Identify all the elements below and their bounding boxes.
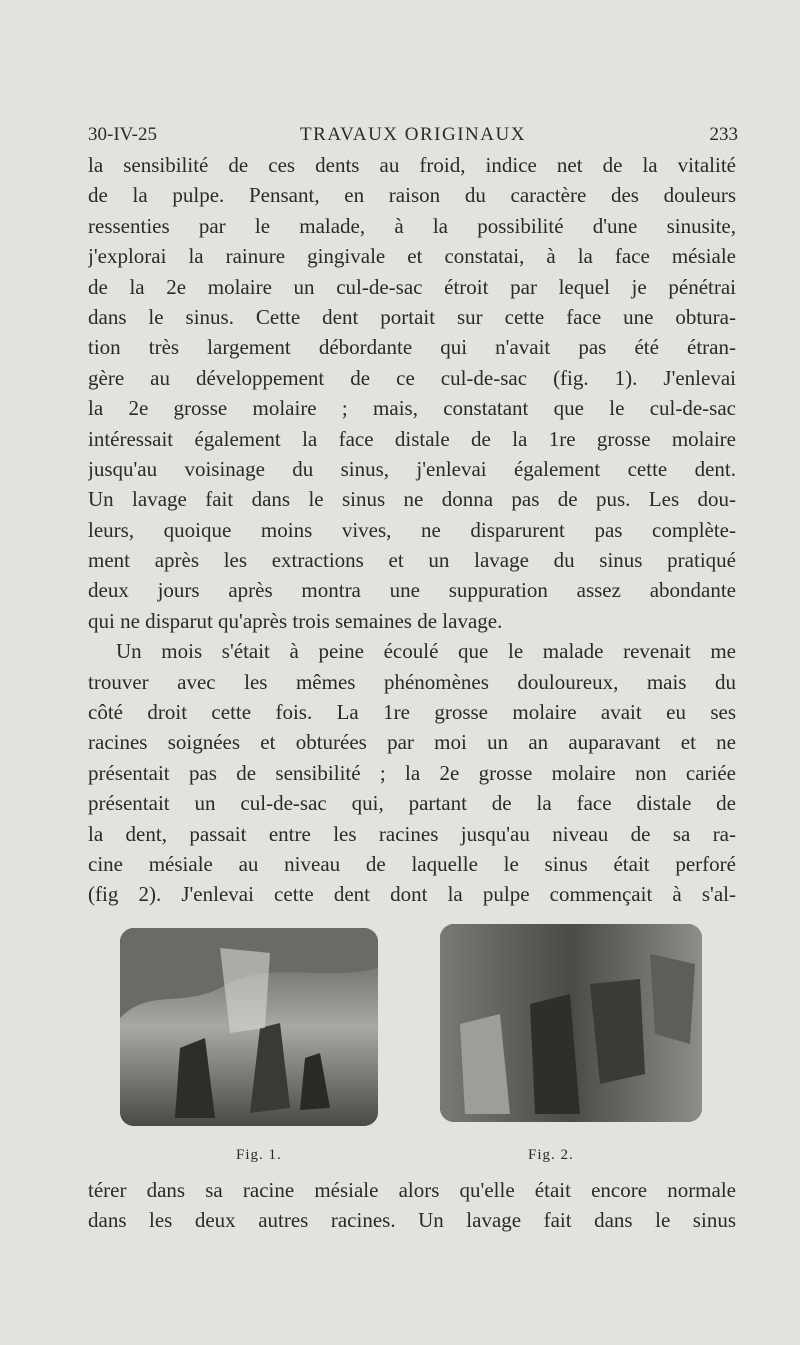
radiograph-1-image: [120, 928, 378, 1126]
text-line: la 2e grosse molaire ; mais, constatant que le cul-de-sac: [88, 396, 736, 421]
page-header: [88, 124, 738, 150]
text-line: dans le sinus. Cette dent portait sur cette face une obtura-: [88, 304, 736, 329]
text-line: racines soignées et obturées par moi un an auparavant et ne: [88, 730, 736, 755]
radiograph-figure-2: [440, 924, 702, 1122]
text-line: trouver avec les mêmes phénomènes douloureux, mais du: [88, 669, 736, 694]
radiograph-2-image: [440, 924, 702, 1122]
text-line: de la pulpe. Pensant, en raison du caractère des douleurs: [88, 183, 736, 208]
text-line: j'explorai la rainure gingivale et constatai, à la face mésiale: [88, 244, 736, 269]
header-date: 30-IV-25: [88, 124, 157, 145]
body-text: [88, 150, 736, 910]
text-line: térer dans sa racine mésiale alors qu'elle était encore normale: [88, 1178, 736, 1202]
text-line: présentait un cul-de-sac qui, partant de la face distale de: [88, 791, 736, 816]
text-line: tion très largement débordante qui n'avait pas été étran-: [88, 335, 736, 360]
text-line: (fig 2). J'enlevai cette dent dont la pulpe commençait à s'al-: [88, 882, 736, 907]
text-line: Un mois s'était à peine écoulé que le malade revenait me: [116, 639, 736, 664]
text-line: la sensibilité de ces dents au froid, indice net de la vitalité: [88, 153, 736, 177]
text-line: jusqu'au voisinage du sinus, j'enlevai également cette dent.: [88, 456, 736, 481]
text-line: ment après les extractions et un lavage du sinus pratiqué: [88, 548, 736, 573]
figure-1-caption: Fig. 1.: [236, 1147, 282, 1163]
text-line: dans les deux autres racines. Un lavage fait dans le sinus: [88, 1208, 736, 1233]
text-line: gère au développement de ce cul-de-sac (fig. 1). J'enlevai: [88, 365, 736, 390]
header-section-title: TRAVAUX ORIGINAUX: [300, 124, 526, 145]
radiograph-figure-1: [120, 928, 378, 1126]
text-line: ressenties par le malade, à la possibilité d'une sinusite,: [88, 213, 736, 238]
continued-text: [88, 1175, 736, 1236]
text-line: la dent, passait entre les racines jusqu'au niveau de sa ra-: [88, 821, 736, 846]
text-line: présentait pas de sensibilité ; la 2e grosse molaire non cariée: [88, 760, 736, 785]
text-line: deux jours après montra une suppuration assez abondante: [88, 578, 736, 603]
text-line: Un lavage fait dans le sinus ne donna pas de pus. Les dou-: [88, 487, 736, 512]
text-line: de la 2e molaire un cul-de-sac étroit par lequel je pénétrai: [88, 274, 736, 299]
text-line: cine mésiale au niveau de laquelle le sinus était perforé: [88, 851, 736, 876]
text-line: qui ne disparut qu'après trois semaines de lavage.: [88, 608, 503, 633]
page-number: 233: [709, 124, 738, 145]
text-line: intéressait également la face distale de la 1re grosse molaire: [88, 426, 736, 451]
text-line: leurs, quoique moins vives, ne disparurent pas complète-: [88, 517, 736, 542]
figure-2-caption: Fig. 2.: [528, 1147, 574, 1163]
text-line: côté droit cette fois. La 1re grosse molaire avait eu ses: [88, 700, 736, 725]
